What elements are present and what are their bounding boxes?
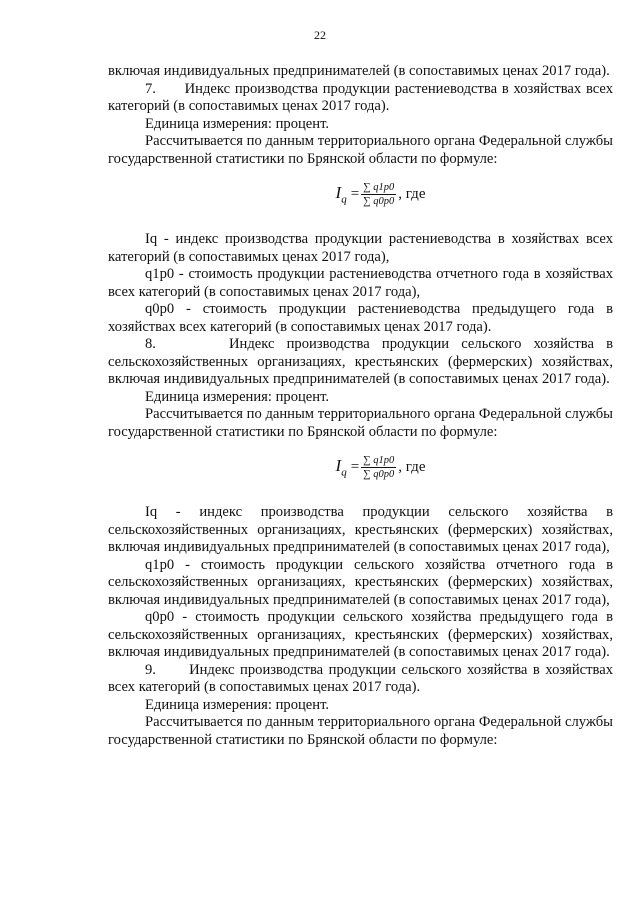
unit-of-measure: Единица измерения: процент. (145, 115, 330, 132)
formula-denominator: ∑ q0p0 (363, 196, 395, 207)
section-7-heading: 7. Индекс производства продукции растениеводства в хозяйствах всех категорий (в сопоставимых ценах 2017 года). (108, 80, 613, 114)
section-8-heading: 8. Индекс производства продукции сельского хозяйства в сельскохозяйственных организациях, крестьянских (фермерских) хозяйствах, включая индивидуальных предпринимателей (в сопоставимых ценах 2017 года). (108, 336, 613, 387)
page-number: 22 (314, 28, 326, 42)
definition-q1p0: q1p0 - стоимость продукции сельского хозяйства отчетного года в сельскохозяйственных организациях, крестьянских (фермерских) хозяйствах, включая индивидуальных предпринимателей (в сопоставимых ценах 2017 года), (108, 556, 613, 608)
paragraph: включая индивидуальных предпринимателей (в сопоставимых ценах 2017 года). (108, 63, 610, 79)
section-9-heading: 9. Индекс производства продукции сельского хозяйства в хозяйствах всех категорий (в сопоставимых ценах 2017 года). (108, 661, 613, 695)
definition-iq: Iq - индекс производства продукции растениеводства в хозяйствах всех категорий (в сопоставимых ценах 2017 года), (108, 231, 613, 265)
definition-q1p0: q1p0 - стоимость продукции растениеводства отчетного года в хозяйствах всех категорий (в сопоставимых ценах 2017 года), (108, 266, 613, 300)
formula-numerator: ∑ q1p0 (363, 455, 395, 466)
formula-fraction (361, 455, 396, 480)
definition-q0p0: q0p0 - стоимость продукции сельского хозяйства предыдущего года в сельскохозяйственных организациях, крестьянских (фермерских) хозяйствах, включая индивидуальных предпринимателей (в сопоставимых ценах 2017 года). (108, 609, 613, 660)
calculation-source: Рассчитывается по данным территориального органа Федеральной службы государственной статистики по Брянской области по формуле: (108, 406, 613, 440)
definition-iq: Iq - индекс производства продукции сельского хозяйства в сельскохозяйственных организациях, крестьянских (фермерских) хозяйствах, включая индивидуальных предпринимателей (в сопоставимых ценах 2017 года), (108, 504, 613, 555)
formula-equals: = (350, 459, 360, 475)
formula-index-agriculture (148, 455, 613, 480)
formula-equals: = (350, 186, 360, 202)
formula-lhs: $I_q$ (335, 183, 347, 206)
document-body (108, 63, 613, 749)
formula-index-crop (148, 182, 613, 207)
formula-fraction (361, 182, 396, 207)
formula-tail: , где (398, 186, 426, 202)
formula-denominator: ∑ q0p0 (363, 469, 395, 480)
formula-numerator: ∑ q1p0 (363, 182, 395, 193)
calculation-source: Рассчитывается по данным территориального органа Федеральной службы государственной статистики по Брянской области по формуле: (108, 714, 613, 748)
unit-of-measure: Единица измерения: процент. (145, 388, 330, 405)
definition-q0p0: q0p0 - стоимость продукции растениеводства предыдущего года в хозяйствах всех категорий (в сопоставимых ценах 2017 года). (108, 301, 613, 335)
unit-of-measure: Единица измерения: процент. (145, 696, 330, 713)
formula-lhs: $I_q$ (335, 456, 347, 479)
calculation-source: Рассчитывается по данным территориального органа Федеральной службы государственной статистики по Брянской области по формуле: (108, 133, 613, 167)
formula-tail: , где (398, 459, 426, 475)
